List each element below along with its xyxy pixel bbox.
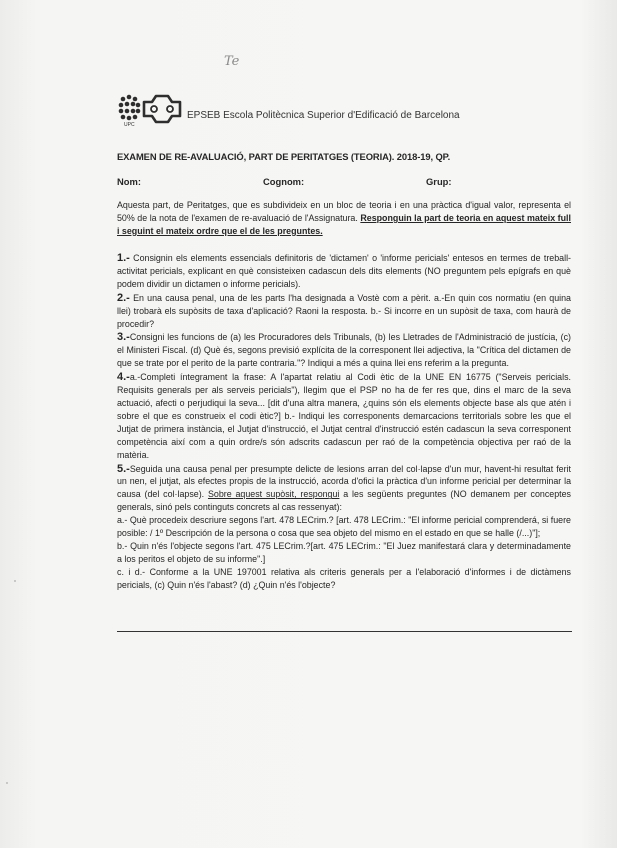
question-5-part-cd: c. i d.- Conforme a la UNE 197001 relativa als criteris generals per a l'elaboració d'informes i de dictàmens pericials, (c) Quin n'és l'abast? (d) ¿Quin n'és l'objecte? (117, 566, 571, 590)
question-number: 3.- (117, 331, 130, 344)
school-name: EPSEB Escola Politècnica Superior d'Edificació de Barcelona (187, 110, 460, 121)
question-text: a.-Completi íntegrament la frase: A l'apartat relatiu al Codi ètic de la UNE EN 16775 ("Serveis pericials. Requisits generals per als serveis pericials"), llegim que el PSP no ha de fer res que, dins el marc de la seva actuació, afecti o perjudiqui la seva... [dit d'una altra manera, ¿quins són els elements objecte base als que atén i sobre el que es construeix el codi ètic?] b.- Indiqui les corresponents demarcacions territorials sobre les que el Jutjat de primera instància, el Jutjat d'instrucció, el Jutjat central d'instrucció estén cadascun la seva corresponent competència així com a quin ordre/s són adscrits cadascun per raó de la competència objectiva per raó de la matèria. (117, 372, 571, 460)
questions-list (117, 252, 571, 593)
question-number: 5.- (117, 462, 130, 475)
question-5-part-a: a.- Què procedeix descriure segons l'art. 478 LECrim.? [art. 478 LECrim.: "El informe pericial comprenderá, si fuere posible: / 1º Descripción de la persona o cosa que sea objeto del mismo en el estado en que se halle (/...)"]; (117, 515, 571, 539)
field-cognom-label: Cognom: (263, 176, 305, 187)
question-text: En una causa penal, una de les parts l'ha designada a Vostè com a pèrit. a.-En quin cos normatiu (en quina llei) trobarà els supòsits de taxa d'aplicació? Raoni la resposta. b.- Si incorre en un supòsit de taxa, com haurà de procedir? (117, 292, 571, 329)
scan-speck (6, 782, 8, 784)
handwritten-note: Te (224, 54, 240, 69)
field-grup-label: Grup: (426, 176, 452, 187)
svg-text:UPC: UPC (124, 122, 135, 128)
intro-text: Aquesta part, de Peritatges, que es subdivideix en un bloc de teoria i en una pràctica d'igual valor, representa el 50% de la nota de l'examen de re-avaluació de l'Assignatura. (117, 200, 571, 223)
question-5-part-b: b.- Quin n'és l'objecte segons l'art. 475 LECrim.?[art. 475 LECrim.: "El Juez manifestará clara y determinadamente a los peritos el objeto de su informe".] (117, 540, 571, 564)
field-nom-label: Nom: (117, 176, 141, 187)
question-number: 4.- (117, 371, 130, 384)
question-1 (117, 252, 571, 291)
question-number: 1.- (117, 252, 130, 264)
upc-logo-icon (117, 92, 185, 128)
question-instruction: Sobre aquest supòsit, respongui (207, 489, 340, 500)
question-2 (117, 292, 571, 331)
scan-speck (14, 580, 16, 582)
question-4 (117, 371, 571, 461)
question-text-cont: a les següents preguntes (NO demanem per conceptes generals, sinó pels continguts concrets al cas ressenyat): (117, 489, 571, 513)
intro-instruction: Responguin la part de teoria en aquest mateix full i seguint el mateix ordre que el de les preguntes. (117, 212, 571, 236)
question-text: Seguida una causa penal per presumpte delicte de lesions arran del col·lapse d'un mur, havent-hi resultat ferit un nen, el jutjat, als efectes propis de la instrucció, acorda d'ofici la pràctica d'un informe pericial per determinar la causa (del col·lapse). (117, 463, 571, 500)
question-text: Consigni les funcions de (a) les Procuradores dels Tribunals, (b) les Lletrades de l'Administració de justícia, (c) el Ministeri Fiscal. (d) Què és, segons previsió explícita de la corresponent llei adjectiva, la "Crítica del dictamen de que se trate por el perito de la parte contraria."? Indiqui a més a quina llei ens referim a la pregunta. (117, 332, 571, 369)
question-text: Consignin els elements essencials definitoris de 'dictamen' o 'informe pericials' entesos en termes de treball-activitat pericials, explicant en què consisteixen cadascun dels dits elements (NO preguntem pels epígrafs en què podem dividir un dictamen o informe pericials). (117, 253, 571, 289)
question-5 (117, 463, 571, 592)
question-3 (117, 331, 571, 370)
exam-title: EXAMEN DE RE-AVALUACIÓ, PART DE PERITATGES (TEORIA). 2018-19, QP. (117, 151, 451, 162)
intro-paragraph (117, 199, 571, 238)
bottom-rule (117, 631, 572, 632)
question-number: 2.- (117, 291, 130, 304)
